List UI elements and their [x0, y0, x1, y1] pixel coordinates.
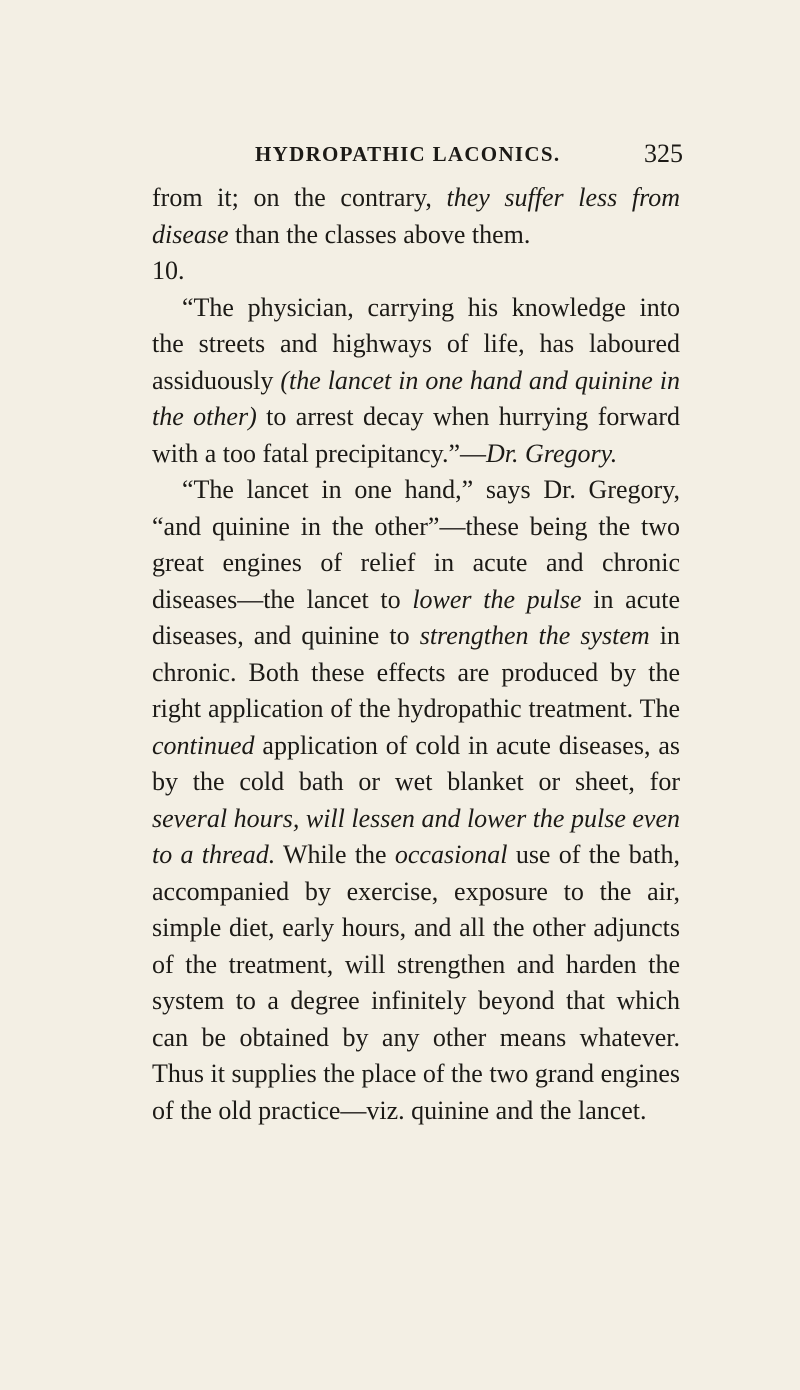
- p1-italic-1: they suffer less from disease: [152, 183, 681, 249]
- p2-italic-1: (the lancet in one hand and quinine in the other): [152, 365, 680, 431]
- p3-text-2: in acute diseases, and quinine to: [152, 584, 680, 650]
- paragraph-2: [152, 290, 680, 473]
- section-number: 10.: [152, 256, 185, 285]
- p1-text-2: than the classes above them.: [228, 219, 531, 249]
- p2-italic-2: Dr. Gregory.: [486, 438, 618, 468]
- body-text: [152, 180, 680, 1129]
- p3-text-1: “The lancet in one hand,” says Dr. Gregory, “and quinine in the other”—these being the two great engines of relief in acute and chronic diseases—the lancet to: [152, 475, 680, 614]
- p3-italic-5: occasional: [394, 840, 508, 869]
- p3-italic-3: continued: [152, 730, 255, 760]
- page-number: 325: [644, 139, 683, 168]
- p1-text-1: from it; on the contrary,: [152, 183, 447, 212]
- p3-text-4: application of cold in acute diseases, as by the cold bath or wet blanket or sheet, for: [152, 730, 680, 796]
- p3-italic-4: several hours, will lessen and lower the pulse even to a thread.: [152, 803, 680, 869]
- p3-italic-2: strengthen the system: [419, 621, 650, 650]
- p3-text-5: While the: [275, 840, 395, 869]
- p3-text-6: use of the bath, accompanied by exercise, exposure to the air, simple diet, early hours, and all the other adjuncts of the treatment, will strengthen and harden the system to a degree infinitely beyond that which can be obtained by any other means whatever. Thus it supplies the place of the two grand engines of the old practice—viz. quinine and the lancet.: [152, 840, 680, 1125]
- p2-text-1: “The physician, carrying his knowledge into the streets and highways of life, has laboured assiduously: [152, 292, 680, 395]
- p2-text-2: to arrest decay when hurrying forward with a too fatal precipitancy.”—: [152, 402, 680, 468]
- running-head: [255, 139, 683, 172]
- paragraph-1: [152, 180, 680, 253]
- p3-text-3: in chronic. Both these effects are produced by the right application of the hydropathic treatment. The: [152, 621, 680, 723]
- p3-italic-1: lower the pulse: [412, 584, 582, 614]
- running-title: HYDROPATHIC LACONICS.: [255, 142, 561, 166]
- paragraph-3: [152, 472, 680, 1129]
